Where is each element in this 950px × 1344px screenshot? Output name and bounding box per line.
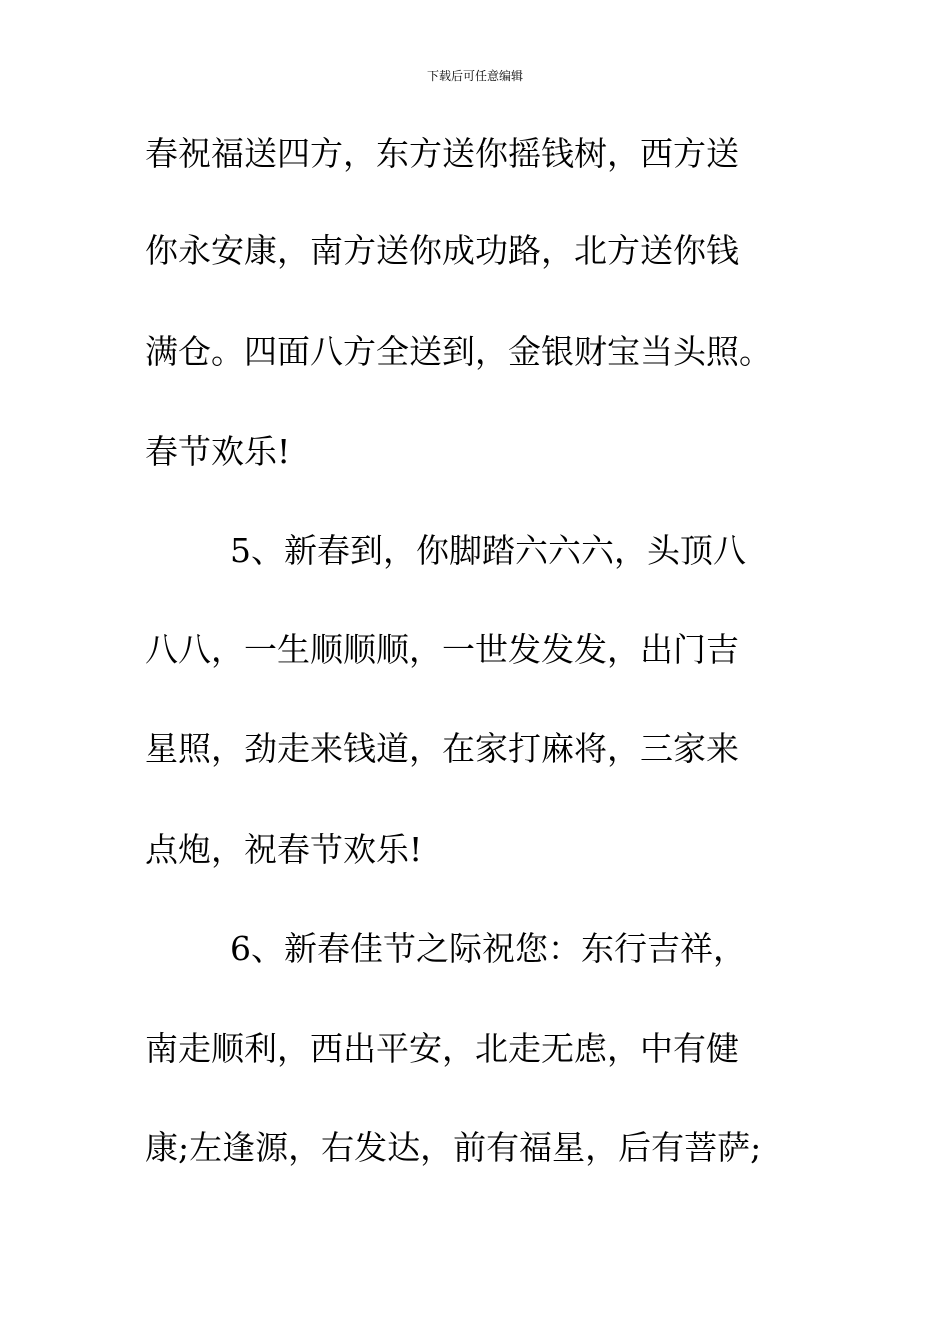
page-header-note: 下载后可任意编辑 (426, 69, 523, 83)
text-line: 星照，劲走来钱道，在家打麻将，三家来 (145, 729, 739, 768)
text-line: 八八，一生顺顺顺，一世发发发，出门吉 (145, 630, 739, 669)
text-line: 春节欢乐! (145, 432, 291, 471)
text-line: 你永安康，南方送你成功路，北方送你钱 (145, 231, 739, 270)
text-line: 南走顺利，西出平安，北走无虑，中有健 (145, 1029, 739, 1068)
paragraph-first-line: 6、新春佳节之际祝您：东行吉祥， (230, 929, 746, 968)
text-line: 点炮，祝春节欢乐! (145, 830, 423, 869)
text-line: 康;左逢源，右发达，前有福星，后有菩萨; (145, 1128, 762, 1167)
text-line: 满仓。四面八方全送到，金银财宝当头照。 (145, 332, 772, 371)
paragraph-first-line: 5、新春到，你脚踏六六六，头顶八 (230, 531, 746, 570)
text-line: 春祝福送四方，东方送你摇钱树，西方送 (145, 134, 739, 173)
